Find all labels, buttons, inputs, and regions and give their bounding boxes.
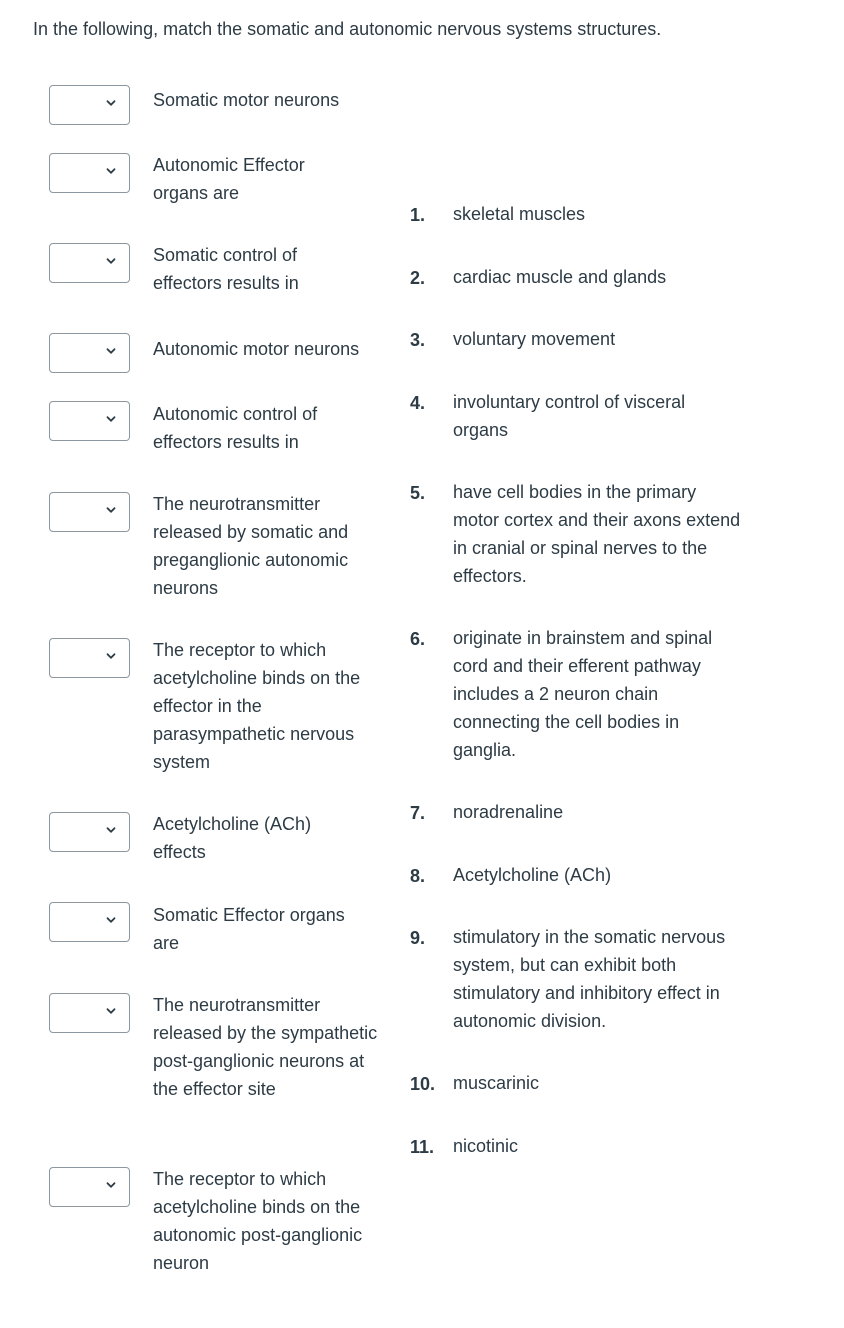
premise-label-5: Autonomic control of effectors results in — [153, 404, 318, 452]
match-select-5[interactable] — [49, 401, 130, 441]
answer-number-8: 8. — [410, 866, 426, 886]
answer-number-5: 5. — [410, 483, 426, 503]
match-select-1[interactable] — [49, 85, 130, 125]
answer-text-3: voluntary movement — [453, 329, 616, 349]
answer-text-2: cardiac muscle and glands — [453, 267, 667, 287]
chevron-down-icon — [106, 1006, 116, 1016]
match-select-9[interactable] — [49, 902, 130, 942]
chevron-down-icon — [106, 915, 116, 925]
chevron-down-icon — [106, 505, 116, 515]
answer-number-6: 6. — [410, 629, 426, 649]
premise-label-4: Autonomic motor neurons — [153, 339, 360, 359]
match-select-8[interactable] — [49, 812, 130, 852]
chevron-down-icon — [106, 256, 116, 266]
answer-number-3: 3. — [410, 330, 426, 350]
answer-text-10: muscarinic — [453, 1073, 540, 1093]
answer-text-6: originate in brainstem and spinal cord and their efferent pathway includes a 2 neuron chain connecting the cell bodies in ganglia. — [453, 628, 713, 760]
chevron-down-icon — [106, 346, 116, 356]
answer-number-1: 1. — [410, 205, 426, 225]
premise-label-7: The receptor to which acetylcholine binds on the effector in the parasympathetic nervous system — [153, 640, 361, 772]
match-select-4[interactable] — [49, 333, 130, 373]
chevron-down-icon — [106, 825, 116, 835]
premise-label-1: Somatic motor neurons — [153, 90, 340, 110]
premise-label-3: Somatic control of effectors results in — [153, 245, 299, 293]
question-prompt: In the following, match the somatic and autonomic nervous systems structures. — [33, 19, 662, 39]
match-select-10[interactable] — [49, 993, 130, 1033]
premise-label-10: The neurotransmitter released by the sympathetic post-ganglionic neurons at the effector site — [153, 995, 378, 1099]
answer-number-2: 2. — [410, 268, 426, 288]
match-select-2[interactable] — [49, 153, 130, 193]
answer-number-7: 7. — [410, 803, 426, 823]
premise-label-2: Autonomic Effector organs are — [153, 155, 305, 203]
answer-text-9: stimulatory in the somatic nervous system, but can exhibit both stimulatory and inhibitory effect in autonomic division. — [453, 927, 726, 1031]
answer-number-11: 11. — [410, 1137, 435, 1157]
answer-text-11: nicotinic — [453, 1136, 519, 1156]
chevron-down-icon — [106, 166, 116, 176]
answer-text-8: Acetylcholine (ACh) — [453, 865, 612, 885]
premise-label-8: Acetylcholine (ACh) effects — [153, 814, 312, 862]
answer-text-5: have cell bodies in the primary motor cortex and their axons extend in cranial or spinal nerves to the effectors. — [453, 482, 741, 586]
match-select-3[interactable] — [49, 243, 130, 283]
premise-label-11: The receptor to which acetylcholine binds on the autonomic post-ganglionic neuron — [153, 1169, 363, 1273]
answer-number-9: 9. — [410, 928, 426, 948]
premise-label-9: Somatic Effector organs are — [153, 905, 345, 953]
match-select-6[interactable] — [49, 492, 130, 532]
match-select-11[interactable] — [49, 1167, 130, 1207]
match-select-7[interactable] — [49, 638, 130, 678]
chevron-down-icon — [106, 98, 116, 108]
chevron-down-icon — [106, 414, 116, 424]
answer-number-10: 10. — [410, 1074, 436, 1094]
premise-label-6: The neurotransmitter released by somatic and preganglionic autonomic neurons — [153, 494, 349, 598]
chevron-down-icon — [106, 651, 116, 661]
chevron-down-icon — [106, 1180, 116, 1190]
answer-text-1: skeletal muscles — [453, 204, 586, 224]
answer-text-7: noradrenaline — [453, 802, 564, 822]
answer-number-4: 4. — [410, 393, 426, 413]
answer-text-4: involuntary control of visceral organs — [453, 392, 686, 440]
